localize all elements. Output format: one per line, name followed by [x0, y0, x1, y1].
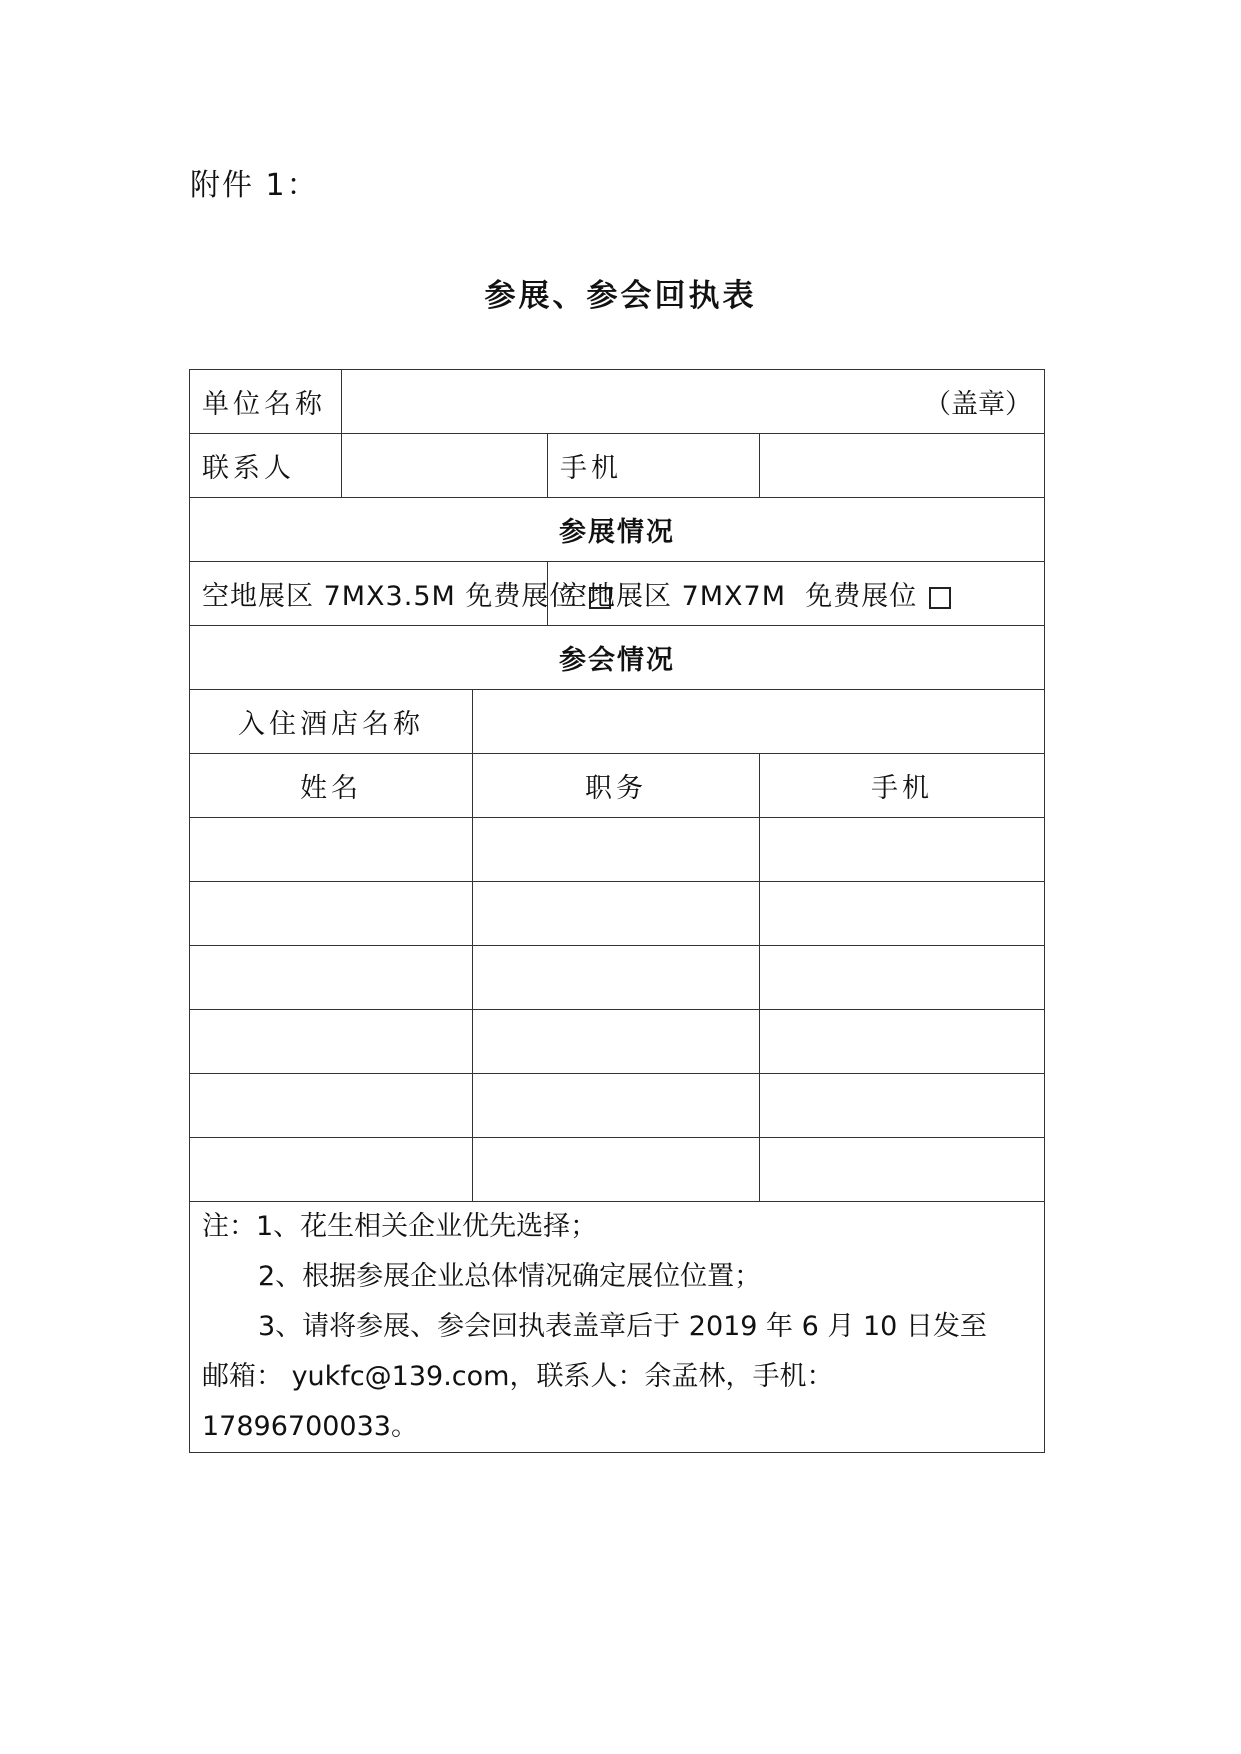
attendee-position-cell[interactable]	[473, 1074, 760, 1138]
table-row	[190, 1074, 1045, 1138]
booth-option-a[interactable]	[190, 562, 578, 626]
table-row	[190, 1138, 1045, 1202]
contact-field[interactable]	[342, 434, 548, 498]
contact-mobile-field[interactable]	[760, 434, 1045, 498]
exhibition-section-heading: 参展情况	[190, 498, 1045, 562]
booth-option-b[interactable]	[548, 562, 1045, 626]
attendee-name-cell[interactable]	[190, 1138, 473, 1202]
meeting-section-heading: 参会情况	[190, 626, 1045, 690]
contact-mobile-label: 手机	[548, 434, 760, 498]
attendee-mobile-cell[interactable]	[760, 1074, 1045, 1138]
attendee-position-cell[interactable]	[473, 882, 760, 946]
hotel-name-field[interactable]	[473, 690, 1045, 754]
hotel-name-label: 入住酒店名称	[190, 690, 473, 754]
attendee-name-cell[interactable]	[190, 818, 473, 882]
table-row	[190, 882, 1045, 946]
receipt-form-table	[189, 369, 1045, 1453]
table-row	[190, 818, 1045, 882]
attendee-name-cell[interactable]	[190, 1074, 473, 1138]
column-position-header: 职务	[473, 754, 760, 818]
attachment-label: 附件 1：	[190, 168, 319, 203]
table-row	[190, 946, 1045, 1010]
unit-name-field[interactable]	[342, 370, 1045, 434]
attendee-name-cell[interactable]	[190, 946, 473, 1010]
column-name-header: 姓名	[190, 754, 473, 818]
attendee-name-cell[interactable]	[190, 1010, 473, 1074]
contact-label: 联系人	[190, 434, 342, 498]
attendee-mobile-cell[interactable]	[760, 818, 1045, 882]
note-3-email-contact: 邮箱： yukfc@139.com，联系人：余孟林，手机：	[202, 1361, 834, 1392]
attendee-position-cell[interactable]	[473, 1138, 760, 1202]
attendee-mobile-cell[interactable]	[760, 1010, 1045, 1074]
table-row	[190, 1010, 1045, 1074]
notes-cell	[190, 1202, 1045, 1453]
seal-note: （盖章）	[924, 389, 1033, 420]
note-2: 2、根据参展企业总体情况确定展位位置；	[258, 1261, 762, 1292]
attendee-mobile-cell[interactable]	[760, 1138, 1045, 1202]
attendee-mobile-cell[interactable]	[760, 946, 1045, 1010]
attendee-position-cell[interactable]	[473, 1010, 760, 1074]
column-mobile-header: 手机	[760, 754, 1045, 818]
note-1: 注：1、花生相关企业优先选择；	[202, 1211, 598, 1242]
attendee-mobile-cell[interactable]	[760, 882, 1045, 946]
attendee-position-cell[interactable]	[473, 946, 760, 1010]
booth-option-a-label: 空地展区 7MX3.5M 免费展位	[202, 581, 578, 612]
booth-option-b-label: 空地展区 7MX7M 免费展位	[560, 581, 918, 612]
unit-name-label: 单位名称	[190, 370, 342, 434]
attendee-position-cell[interactable]	[473, 818, 760, 882]
page-title: 参展、参会回执表	[484, 278, 757, 314]
note-3: 3、请将参展、参会回执表盖章后于 2019 年 6 月 10 日发至	[258, 1311, 987, 1342]
note-3-phone: 17896700033。	[202, 1411, 418, 1442]
attendee-name-cell[interactable]	[190, 882, 473, 946]
booth-option-b-checkbox[interactable]	[929, 587, 951, 609]
